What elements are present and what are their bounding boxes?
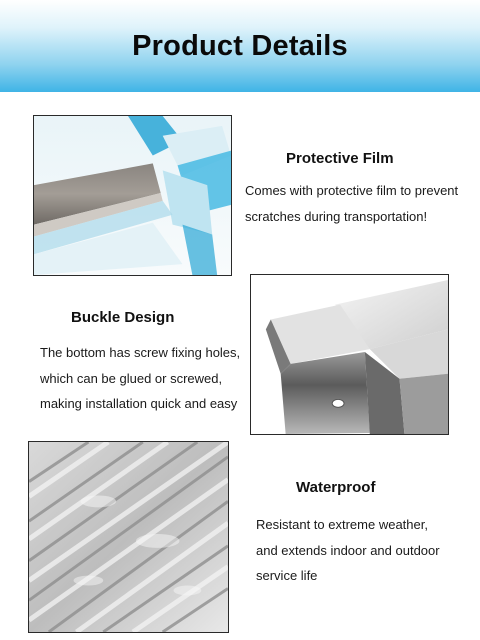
page-title: Product Details: [132, 30, 348, 62]
header-banner: [0, 0, 480, 92]
desc-line: scratches during transportation!: [245, 208, 428, 224]
desc-line: The bottom has screw fixing holes,: [40, 345, 241, 360]
buckle-design-photo: [250, 274, 449, 435]
feature-desc-protective-film: [245, 178, 475, 229]
desc-line: and extends indoor and outdoor: [256, 542, 440, 558]
desc-line: service life: [256, 568, 318, 583]
feature-desc-buckle-design: [40, 340, 252, 417]
feature-title-waterproof: Waterproof: [296, 479, 376, 496]
feature-desc-waterproof: [256, 512, 476, 589]
desc-line: Resistant to extreme weather,: [256, 517, 428, 532]
desc-line: making installation quick and easy: [40, 396, 238, 411]
feature-title-protective-film: Protective Film: [286, 150, 394, 167]
waterproof-photo: [28, 441, 229, 633]
desc-line: which can be glued or screwed,: [40, 370, 223, 386]
feature-title-buckle-design: Buckle Design: [71, 309, 175, 326]
protective-film-photo: [33, 115, 232, 276]
desc-line: Comes with protective film to prevent: [245, 183, 459, 198]
